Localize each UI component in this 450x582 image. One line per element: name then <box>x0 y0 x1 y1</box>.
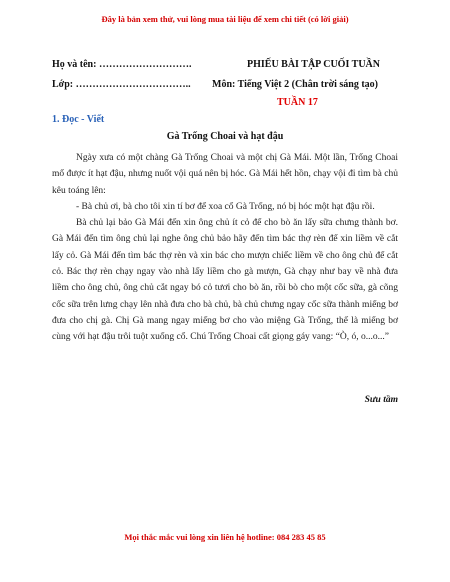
hotline-footer: Mọi thắc mắc vui lòng xin liên hệ hotline: 084 283 45 85 <box>124 532 326 542</box>
subject-label: Môn: Tiếng Việt 2 (Chân trời sáng tạo) <box>212 79 379 90</box>
preview-banner: Đây là bản xem thử, vui lòng mua tài liệu để xem chi tiết (có lời giải) <box>101 14 349 24</box>
section-heading: 1. Đọc - Viết <box>52 114 105 125</box>
worksheet-title: PHIẾU BÀI TẬP CUỐI TUẦN <box>247 59 380 70</box>
story-paragraph: Bà chủ lại bảo Gà Mái đến xin ông chủ ít cỏ để cho bò ăn lấy sữa chưng thành bơ. Gà Mái đến tìm ông chủ lại nghe ông chủ bảo hãy đến tìm bác thợ rèn để xin liềm về cắt lấy cỏ. Gà Mái đến tìm bác thợ rèn và xin bác cho mượn chiếc liềm về cho ông chủ để cắt cỏ. Bác thợ rèn chạy ngay vào nhà lấy liềm cho gà mượn, Gà chạy như bay về nhà đưa liềm cho ông chủ, ông chủ cắt ngay bó cỏ tươi cho bò ăn, rồi bò cho một cốc sữa, gà cõng cốc sữa trên lưng chạy lên nhà đưa cho bà chủ, bà chủ chưng ngay cốc sữa thành miếng bơ đưa cho chị gà. Chị Gà mang ngay miếng bơ cho vào miệng Gà Trống, thế là miếng bơ cùng với hạt đậu trôi tuột xuống cổ. Chú Trống Choai cất giọng gáy vang: “Ò, ó, o...o...” <box>52 218 398 343</box>
story-body <box>52 150 398 346</box>
story-title: Gà Trống Choai và hạt đậu <box>166 131 284 142</box>
student-name-field: Họ và tên: ………………………. <box>52 59 192 70</box>
story-paragraph: - Bà chủ ơi, bà cho tôi xin tí bơ để xoa cổ Gà Trống, nó bị hóc một hạt đậu rồi. <box>76 201 375 212</box>
story-source: Sưu tầm <box>364 395 398 405</box>
class-field: Lớp: …………………………….. <box>52 79 191 90</box>
story-paragraph: Ngày xưa có một chàng Gà Trống Choai và một chị Gà Mái. Một lần, Trống Choai mổ được ít hạt đậu, nhưng nuốt vội quá nên bị hóc. Gà Mái hết hồn, chạy vội đi tìm bà chủ kêu toáng lên: <box>52 153 398 196</box>
week-label: TUẦN 17 <box>277 97 318 108</box>
